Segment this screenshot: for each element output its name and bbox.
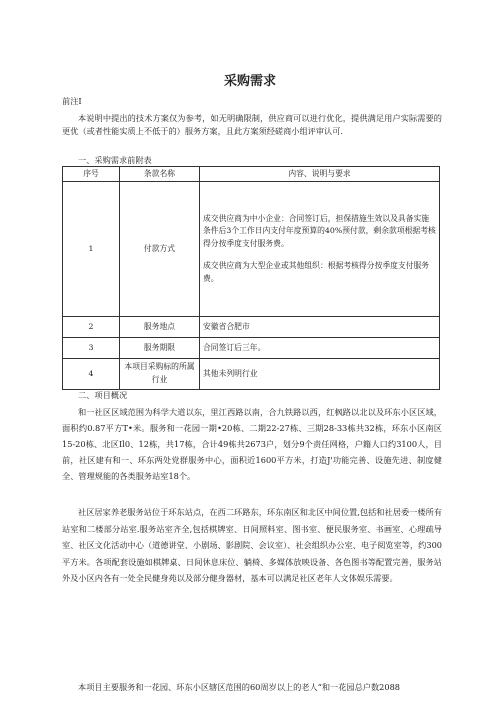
row-no: 4 — [63, 359, 120, 390]
row-content: 安徽省合肥市 — [200, 317, 440, 338]
section-1-heading: 一、采购需求前附表 — [78, 155, 152, 165]
table-row — [63, 182, 440, 317]
row-name: 服务地点 — [120, 317, 200, 338]
table-header-row — [63, 167, 440, 182]
overview-paragraph-3: 本项目主要服务和一花园、环东小区辖区范围的60周岁以上的老人“和一花园总户数2088 — [78, 682, 401, 692]
header-content: 内容、说明与要求 — [200, 167, 440, 182]
table-row — [63, 317, 440, 338]
overview-paragraph-1: 和一社区区域范围为科学大道以东，里江西路以南，合九铁路以西，红枫路以北以及环东小区区域，面积约0.87平方T•米。服务和一花园一期•20栋、二期22-27栋、三期28-33栋共32栋，环东小区南区15-20栋、北区Il0、12栋，共17栋，合计49栋共2673户，划分9个责任网格，户籍人口约3100人，目前，社区建有和一、环东两处党群服务中心，面积近1600平方米，打造J'功能完善、设施先进、制度健全、管理规能的各类服务站室18个。 — [62, 407, 442, 481]
intro-paragraph: 本说明中提出的技术方案仅为参考，如无明确限制，供应商可以进行优化，提供满足用户实际需要的更优（或者性能实质上不低于的）服务方案，且此方案须经磋商小组评审认可. — [62, 113, 442, 136]
header-no: 序号 — [63, 167, 120, 182]
row-content — [200, 182, 440, 317]
row-name: 本项目采购标的所属行业 — [120, 359, 200, 390]
page-title: 采购需求 — [223, 74, 276, 89]
row-no: 3 — [63, 338, 120, 359]
payment-sme-text: 成交供应商为中小企业：合同签订后，担保措施生效以及具备实施条件后3个工作日内支付年度预算的40%预付款，剩余款项根据考核得分按季度支付服务费。 — [203, 213, 436, 248]
row-content: 合同签订后三年。 — [200, 338, 440, 359]
row-no: 1 — [63, 182, 120, 317]
section-2-heading: 二、项目概况 — [78, 390, 128, 400]
row-name: 付款方式 — [120, 182, 200, 317]
requirements-table — [62, 166, 440, 390]
row-content: 其他未列明行业 — [200, 359, 440, 390]
row-name: 服务期限 — [120, 338, 200, 359]
payment-large-text: 成交供应商为大型企业或其他组织：根据考核得分按季度支付服务费。 — [203, 261, 430, 283]
row-no: 2 — [63, 317, 120, 338]
table-row — [63, 338, 440, 359]
table-row — [63, 359, 440, 390]
overview-paragraph-2: 社区居家养老服务站位于环东站点，在西二环路东，环东南区和北区中间位置,包括和社居委一楼所有站室和二楼部分站室.服务站室齐全,包括棋牌室、日间照料室、图书室、便民服务室、书画室、心理疏导室、社区文化活动中心（道德讲堂、小剧场、影剧院、会议室）、社会组织办公室、电子阅览室等，约300平方米。各项配套设施如棋牌桌、日间休息床位、躺椅、多媒体放映设备、各色图书等配置完善，服务站外及小区内各有一处全民健身苑以及部分健身器材，基本可以满足社区老年人文体娱乐需要。 — [62, 507, 442, 584]
preface-label: 前注I — [62, 96, 82, 106]
header-name: 条款名称 — [120, 167, 200, 182]
